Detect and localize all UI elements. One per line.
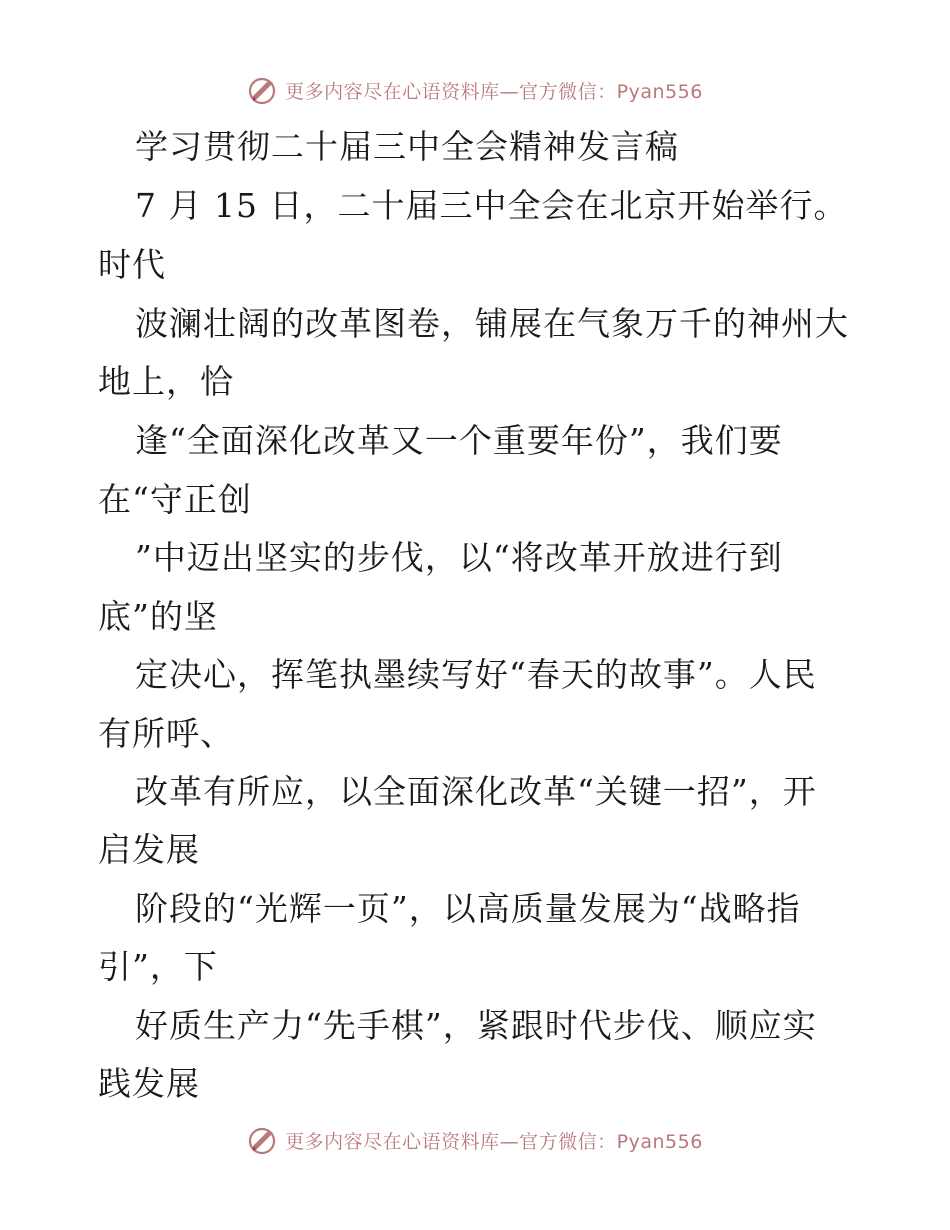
document-line: 波澜壮阔的改革图卷，铺展在气象万千的神州大 — [135, 304, 849, 343]
header-banner — [0, 70, 950, 110]
document-line: 有所呼、 — [98, 714, 234, 753]
document-line: 启发展 — [98, 830, 200, 869]
header-banner-text: 更多内容尽在心语资料库—官方微信：Pyan556 — [285, 80, 703, 103]
document-line: 时代 — [98, 245, 166, 284]
document-line: 在“守正创 — [98, 480, 252, 519]
document-line: 逢“全面深化改革又一个重要年份”，我们要 — [135, 421, 783, 460]
document-line: 阶段的“光辉一页”，以高质量发展为“战略指 — [135, 889, 801, 928]
footer-banner — [0, 1120, 950, 1160]
document-title: 学习贯彻二十届三中全会精神发言稿 — [135, 127, 679, 166]
document-line: ”中迈出坚实的步伐，以“将改革开放进行到 — [135, 538, 783, 577]
footer-banner-text: 更多内容尽在心语资料库—官方微信：Pyan556 — [285, 1130, 703, 1153]
document-line: 底”的坚 — [98, 597, 218, 636]
document-line: 引”，下 — [98, 947, 218, 986]
pen-circle-icon — [247, 1124, 279, 1156]
document-line: 践发展 — [98, 1064, 200, 1103]
document-line: 地上，恰 — [98, 362, 234, 401]
document-line: 定决心，挥笔执墨续写好“春天的故事”。人民 — [135, 655, 817, 694]
document-line: 7 月 15 日，二十届三中全会在北京开始举行。 — [135, 186, 848, 225]
pen-circle-icon — [247, 74, 279, 106]
document-line: 好质生产力“先手棋”，紧跟时代步伐、顺应实 — [135, 1006, 817, 1045]
document-line: 改革有所应，以全面深化改革“关键一招”，开 — [135, 772, 817, 811]
